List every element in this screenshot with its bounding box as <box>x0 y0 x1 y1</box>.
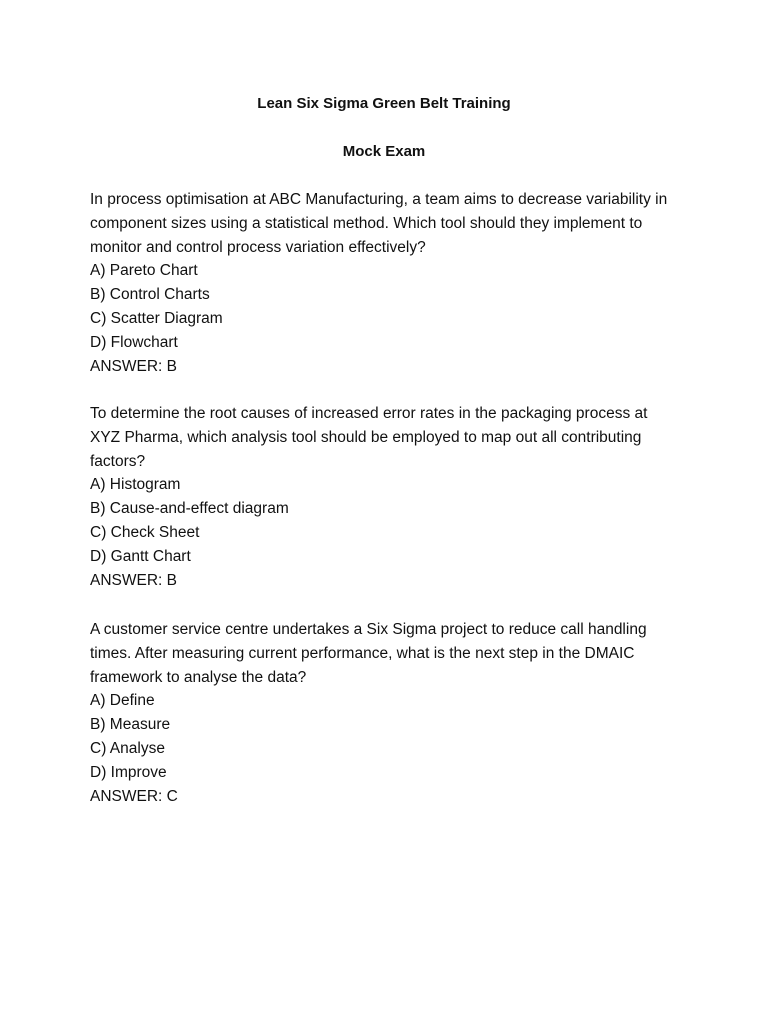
option-b: B) Cause-and-effect diagram <box>90 500 289 518</box>
option-c: C) Analyse <box>90 739 165 757</box>
document-title: Lean Six Sigma Green Belt Training <box>257 95 511 112</box>
option-b: B) Control Charts <box>90 286 210 304</box>
option-c: C) Scatter Diagram <box>90 309 223 327</box>
question-2 <box>90 402 680 592</box>
question-1 <box>90 188 680 378</box>
option-a: A) Histogram <box>90 476 181 494</box>
question-text: To determine the root causes of increased error rates in the packaging process at XYZ Pharma, which analysis tool should be employed to map out all contributing factors? <box>90 405 648 470</box>
answer: ANSWER: B <box>90 357 177 375</box>
option-b: B) Measure <box>90 716 171 734</box>
option-d: D) Gantt Chart <box>90 547 191 565</box>
option-a: A) Pareto Chart <box>90 262 198 280</box>
document-subtitle: Mock Exam <box>342 143 426 160</box>
question-text: In process optimisation at ABC Manufacturing, a team aims to decrease variability in component sizes using a statistical method. Which tool should they implement to monitor and control process variation effectively? <box>90 191 668 256</box>
option-a: A) Define <box>90 692 155 710</box>
answer: ANSWER: C <box>90 787 178 805</box>
question-3 <box>90 618 680 808</box>
option-d: D) Improve <box>90 763 167 781</box>
option-d: D) Flowchart <box>90 333 178 351</box>
answer: ANSWER: B <box>90 571 177 589</box>
option-c: C) Check Sheet <box>90 523 200 541</box>
question-text: A customer service centre undertakes a Six Sigma project to reduce call handling times. After measuring current performance, what is the next step in the DMAIC framework to analyse the data? <box>90 621 647 686</box>
